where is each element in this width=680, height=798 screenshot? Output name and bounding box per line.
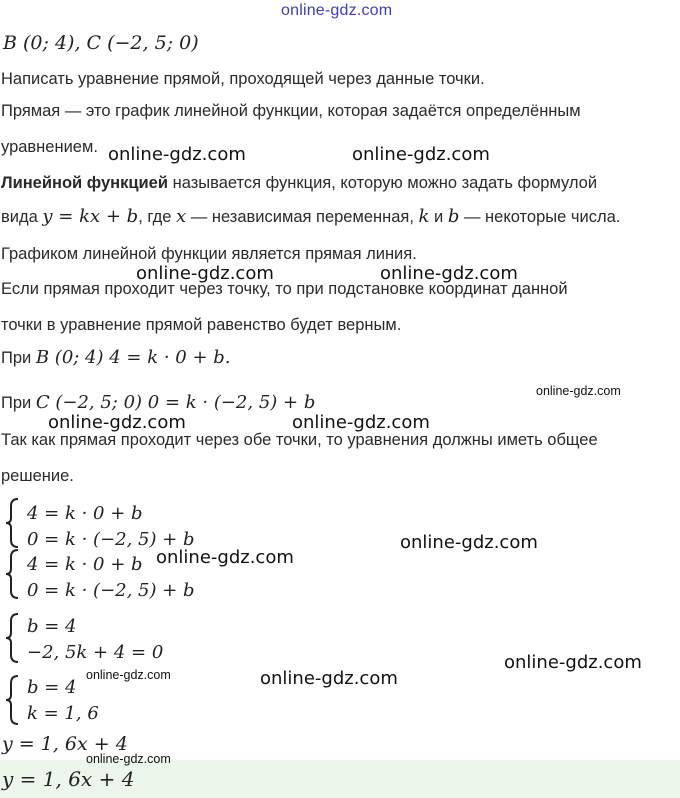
watermark-12: online-gdz.com	[260, 668, 398, 689]
system4-eq2: k = 1, 6	[27, 703, 99, 724]
substitution-b-expr: B (0; 4) 4 = k · 0 + b.	[35, 347, 231, 368]
linear-formula: y = kx + b	[42, 206, 139, 227]
watermark-8: online-gdz.com	[400, 532, 538, 553]
watermark-6: online-gdz.com	[48, 412, 186, 433]
definition-line	[1, 172, 597, 194]
watermark-2: online-gdz.com	[352, 144, 490, 165]
substitution-c-expr: C (−2, 5; 0) 0 = k · (−2, 5) + b	[35, 392, 316, 413]
system2-eq2: 0 = k · (−2, 5) + b	[27, 580, 195, 601]
theory-line-1: Прямая — это график линейной функции, которая задаётся определённым	[1, 102, 581, 120]
watermark-3: online-gdz.com	[136, 263, 274, 284]
formula-line	[1, 206, 620, 228]
watermark-13: online-gdz.com	[86, 752, 171, 766]
result-equation: y = 1, 6x + 4	[2, 733, 128, 755]
formula-mid1: , где	[138, 208, 177, 226]
answer-equation: y = 1, 6x + 4	[2, 767, 135, 791]
system2-brace	[2, 548, 22, 600]
substitution-c-prefix: При	[1, 394, 36, 412]
and-word: и	[429, 208, 448, 226]
subst-line-1: Если прямая проходит через точку, то при подстановке координат данной	[1, 280, 568, 298]
system4-brace	[2, 674, 22, 726]
formula-end: — некоторые числа.	[459, 208, 621, 226]
graph-line: Графиком линейной функции является прямая линия.	[1, 245, 417, 263]
formula-mid2: — независимая переменная,	[186, 208, 419, 226]
definition-rest: называется функция, которую можно задать формулой	[168, 174, 598, 192]
watermark-top: online-gdz.com	[281, 2, 393, 19]
var-x: x	[176, 206, 187, 227]
var-k: k	[418, 206, 430, 227]
watermark-11: online-gdz.com	[86, 668, 171, 682]
system4-eq1: b = 4	[27, 677, 77, 698]
theory-line-2: уравнением.	[1, 138, 98, 156]
watermark-1: online-gdz.com	[108, 144, 246, 165]
task-statement: Написать уравнение прямой, проходящей через данные точки.	[1, 70, 485, 88]
system2-eq1: 4 = k · 0 + b	[27, 554, 143, 575]
watermark-7: online-gdz.com	[292, 412, 430, 433]
system1-eq2: 0 = k · (−2, 5) + b	[27, 529, 195, 550]
substitution-b-prefix: При	[1, 349, 36, 367]
system1-brace	[2, 497, 22, 549]
formula-prefix: вида	[1, 208, 43, 226]
substitution-c	[1, 392, 315, 414]
watermark-10: online-gdz.com	[504, 652, 642, 673]
system3-eq1: b = 4	[27, 616, 77, 637]
system3-eq2: −2, 5k + 4 = 0	[27, 642, 164, 663]
substitution-b	[1, 347, 231, 369]
watermark-9: online-gdz.com	[156, 547, 294, 568]
watermark-5: online-gdz.com	[536, 384, 621, 398]
common-solution-line-2: решение.	[1, 467, 74, 485]
common-solution-line-1: Так как прямая проходит через обе точки, то уравнения должны иметь общее	[1, 431, 598, 449]
system3-brace	[2, 612, 22, 664]
system1-eq1: 4 = k · 0 + b	[27, 503, 143, 524]
watermark-4: online-gdz.com	[380, 263, 518, 284]
var-b: b	[447, 206, 460, 227]
subst-line-2: точки в уравнение прямой равенство будет верным.	[1, 316, 402, 334]
definition-term: Линейной функцией	[1, 174, 169, 192]
given-points: B (0; 4), C (−2, 5; 0)	[3, 32, 199, 54]
